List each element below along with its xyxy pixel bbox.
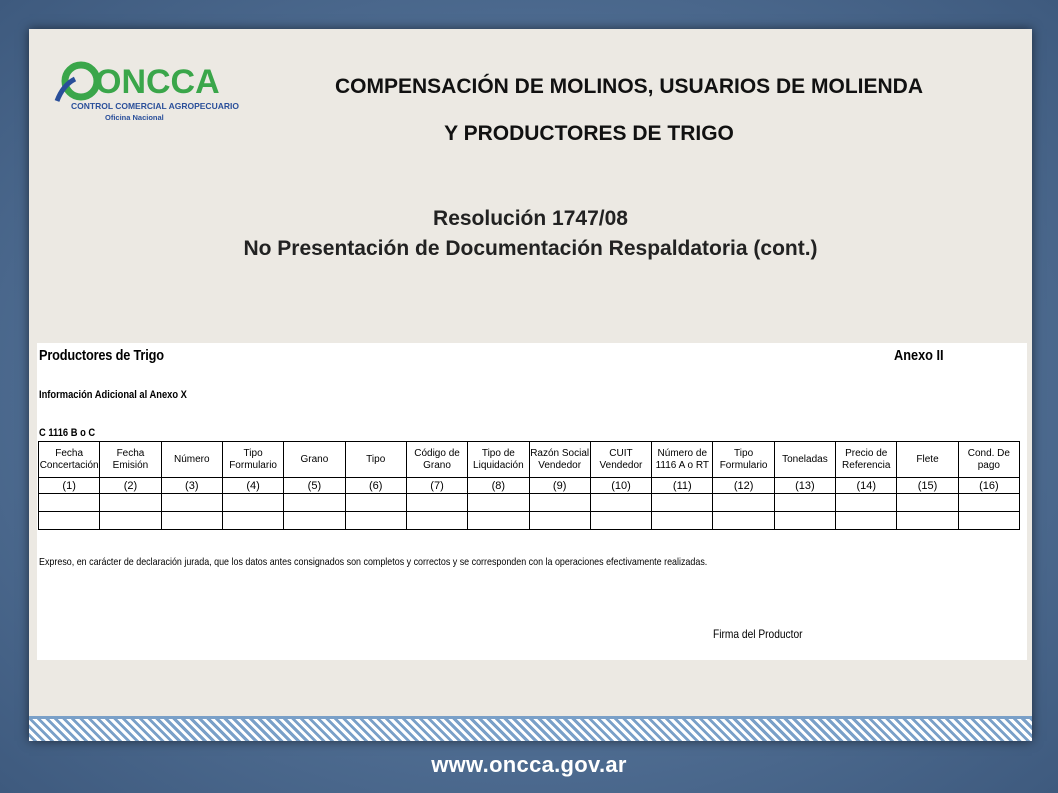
table-cell <box>897 512 958 530</box>
form-heading: Productores de Trigo <box>39 347 164 364</box>
table-row <box>39 494 1020 512</box>
table-cell <box>345 494 406 512</box>
logo-name-text: ONCCA <box>95 63 220 101</box>
decorative-border <box>29 716 1032 741</box>
form-document <box>37 343 1027 660</box>
column-number: (13) <box>774 478 835 494</box>
column-header: Tipo de Liquidación <box>468 442 529 478</box>
table-cell <box>39 512 100 530</box>
column-number: (3) <box>161 478 222 494</box>
table-cell <box>897 494 958 512</box>
form-code: C 1116 B o C <box>39 427 96 439</box>
table-cell <box>529 494 590 512</box>
table-cell <box>774 512 835 530</box>
title-line-1: COMPENSACIÓN DE MOLINOS, USUARIOS DE MOLIENDA <box>334 75 924 98</box>
table-cell <box>100 494 161 512</box>
table-cell <box>590 512 651 530</box>
table-cell <box>284 512 345 530</box>
table-cell <box>652 494 713 512</box>
column-number: (10) <box>590 478 651 494</box>
column-number: (8) <box>468 478 529 494</box>
column-number: (5) <box>284 478 345 494</box>
column-header: Fecha Concertación <box>39 442 100 478</box>
column-number: (2) <box>100 478 161 494</box>
column-header: Precio de Referencia <box>836 442 897 478</box>
column-number: (7) <box>406 478 467 494</box>
column-header: Flete <box>897 442 958 478</box>
signature-label: Firma del Productor <box>713 627 803 641</box>
column-header: Tipo Formulario <box>222 442 283 478</box>
footer-url: www.oncca.gov.ar <box>431 752 627 777</box>
table-cell <box>406 512 467 530</box>
logo-tagline: CONTROL COMERCIAL AGROPECUARIO <box>71 101 239 111</box>
column-number: (11) <box>652 478 713 494</box>
column-header: Grano <box>284 442 345 478</box>
slide-subtitle: No Presentación de Documentación Respaldatoria (cont.) <box>243 237 818 260</box>
column-header: Tipo Formulario <box>713 442 774 478</box>
column-header: Tipo <box>345 442 406 478</box>
table-cell <box>958 494 1019 512</box>
table-cell <box>836 512 897 530</box>
column-number: (15) <box>897 478 958 494</box>
column-header: Cond. De pago <box>958 442 1019 478</box>
column-header: Número de 1116 A o RT <box>652 442 713 478</box>
table-cell <box>39 494 100 512</box>
column-number: (12) <box>713 478 774 494</box>
table-cell <box>345 512 406 530</box>
table-cell <box>774 494 835 512</box>
column-header: Toneladas <box>774 442 835 478</box>
table-cell <box>406 494 467 512</box>
column-number: (1) <box>39 478 100 494</box>
column-header: Número <box>161 442 222 478</box>
table-cell <box>468 512 529 530</box>
annex-label: Anexo II <box>894 347 944 364</box>
table-cell <box>161 512 222 530</box>
table-cell <box>222 494 283 512</box>
resolution-number: Resolución 1747/08 <box>433 207 628 230</box>
table-cell <box>958 512 1019 530</box>
column-header: Razón Social Vendedor <box>529 442 590 478</box>
oncca-logo <box>43 45 243 125</box>
column-number: (6) <box>345 478 406 494</box>
column-number: (9) <box>529 478 590 494</box>
slide <box>29 29 1032 741</box>
table-row <box>39 512 1020 530</box>
sworn-declaration: Expreso, en carácter de declaración jurada, que los datos antes consignados son completos y correctos y se corresponden con la operaciones efectivamente realizadas. <box>39 556 708 568</box>
table-cell <box>100 512 161 530</box>
title-line-2: Y PRODUCTORES DE TRIGO <box>444 122 734 145</box>
table-cell <box>713 494 774 512</box>
table-cell <box>590 494 651 512</box>
table-cell <box>652 512 713 530</box>
column-number: (14) <box>836 478 897 494</box>
form-table <box>38 441 1020 530</box>
column-number: (4) <box>222 478 283 494</box>
table-number-row <box>39 478 1020 494</box>
table-cell <box>836 494 897 512</box>
table-cell <box>222 512 283 530</box>
table-cell <box>284 494 345 512</box>
logo-office: Oficina Nacional <box>105 113 164 122</box>
column-header: Código de Grano <box>406 442 467 478</box>
table-header-row <box>39 442 1020 478</box>
table-cell <box>468 494 529 512</box>
column-header: Fecha Emisión <box>100 442 161 478</box>
additional-info-label: Información Adicional al Anexo X <box>39 389 187 401</box>
table-cell <box>161 494 222 512</box>
table-cell <box>713 512 774 530</box>
column-header: CUIT Vendedor <box>590 442 651 478</box>
column-number: (16) <box>958 478 1019 494</box>
table-cell <box>529 512 590 530</box>
